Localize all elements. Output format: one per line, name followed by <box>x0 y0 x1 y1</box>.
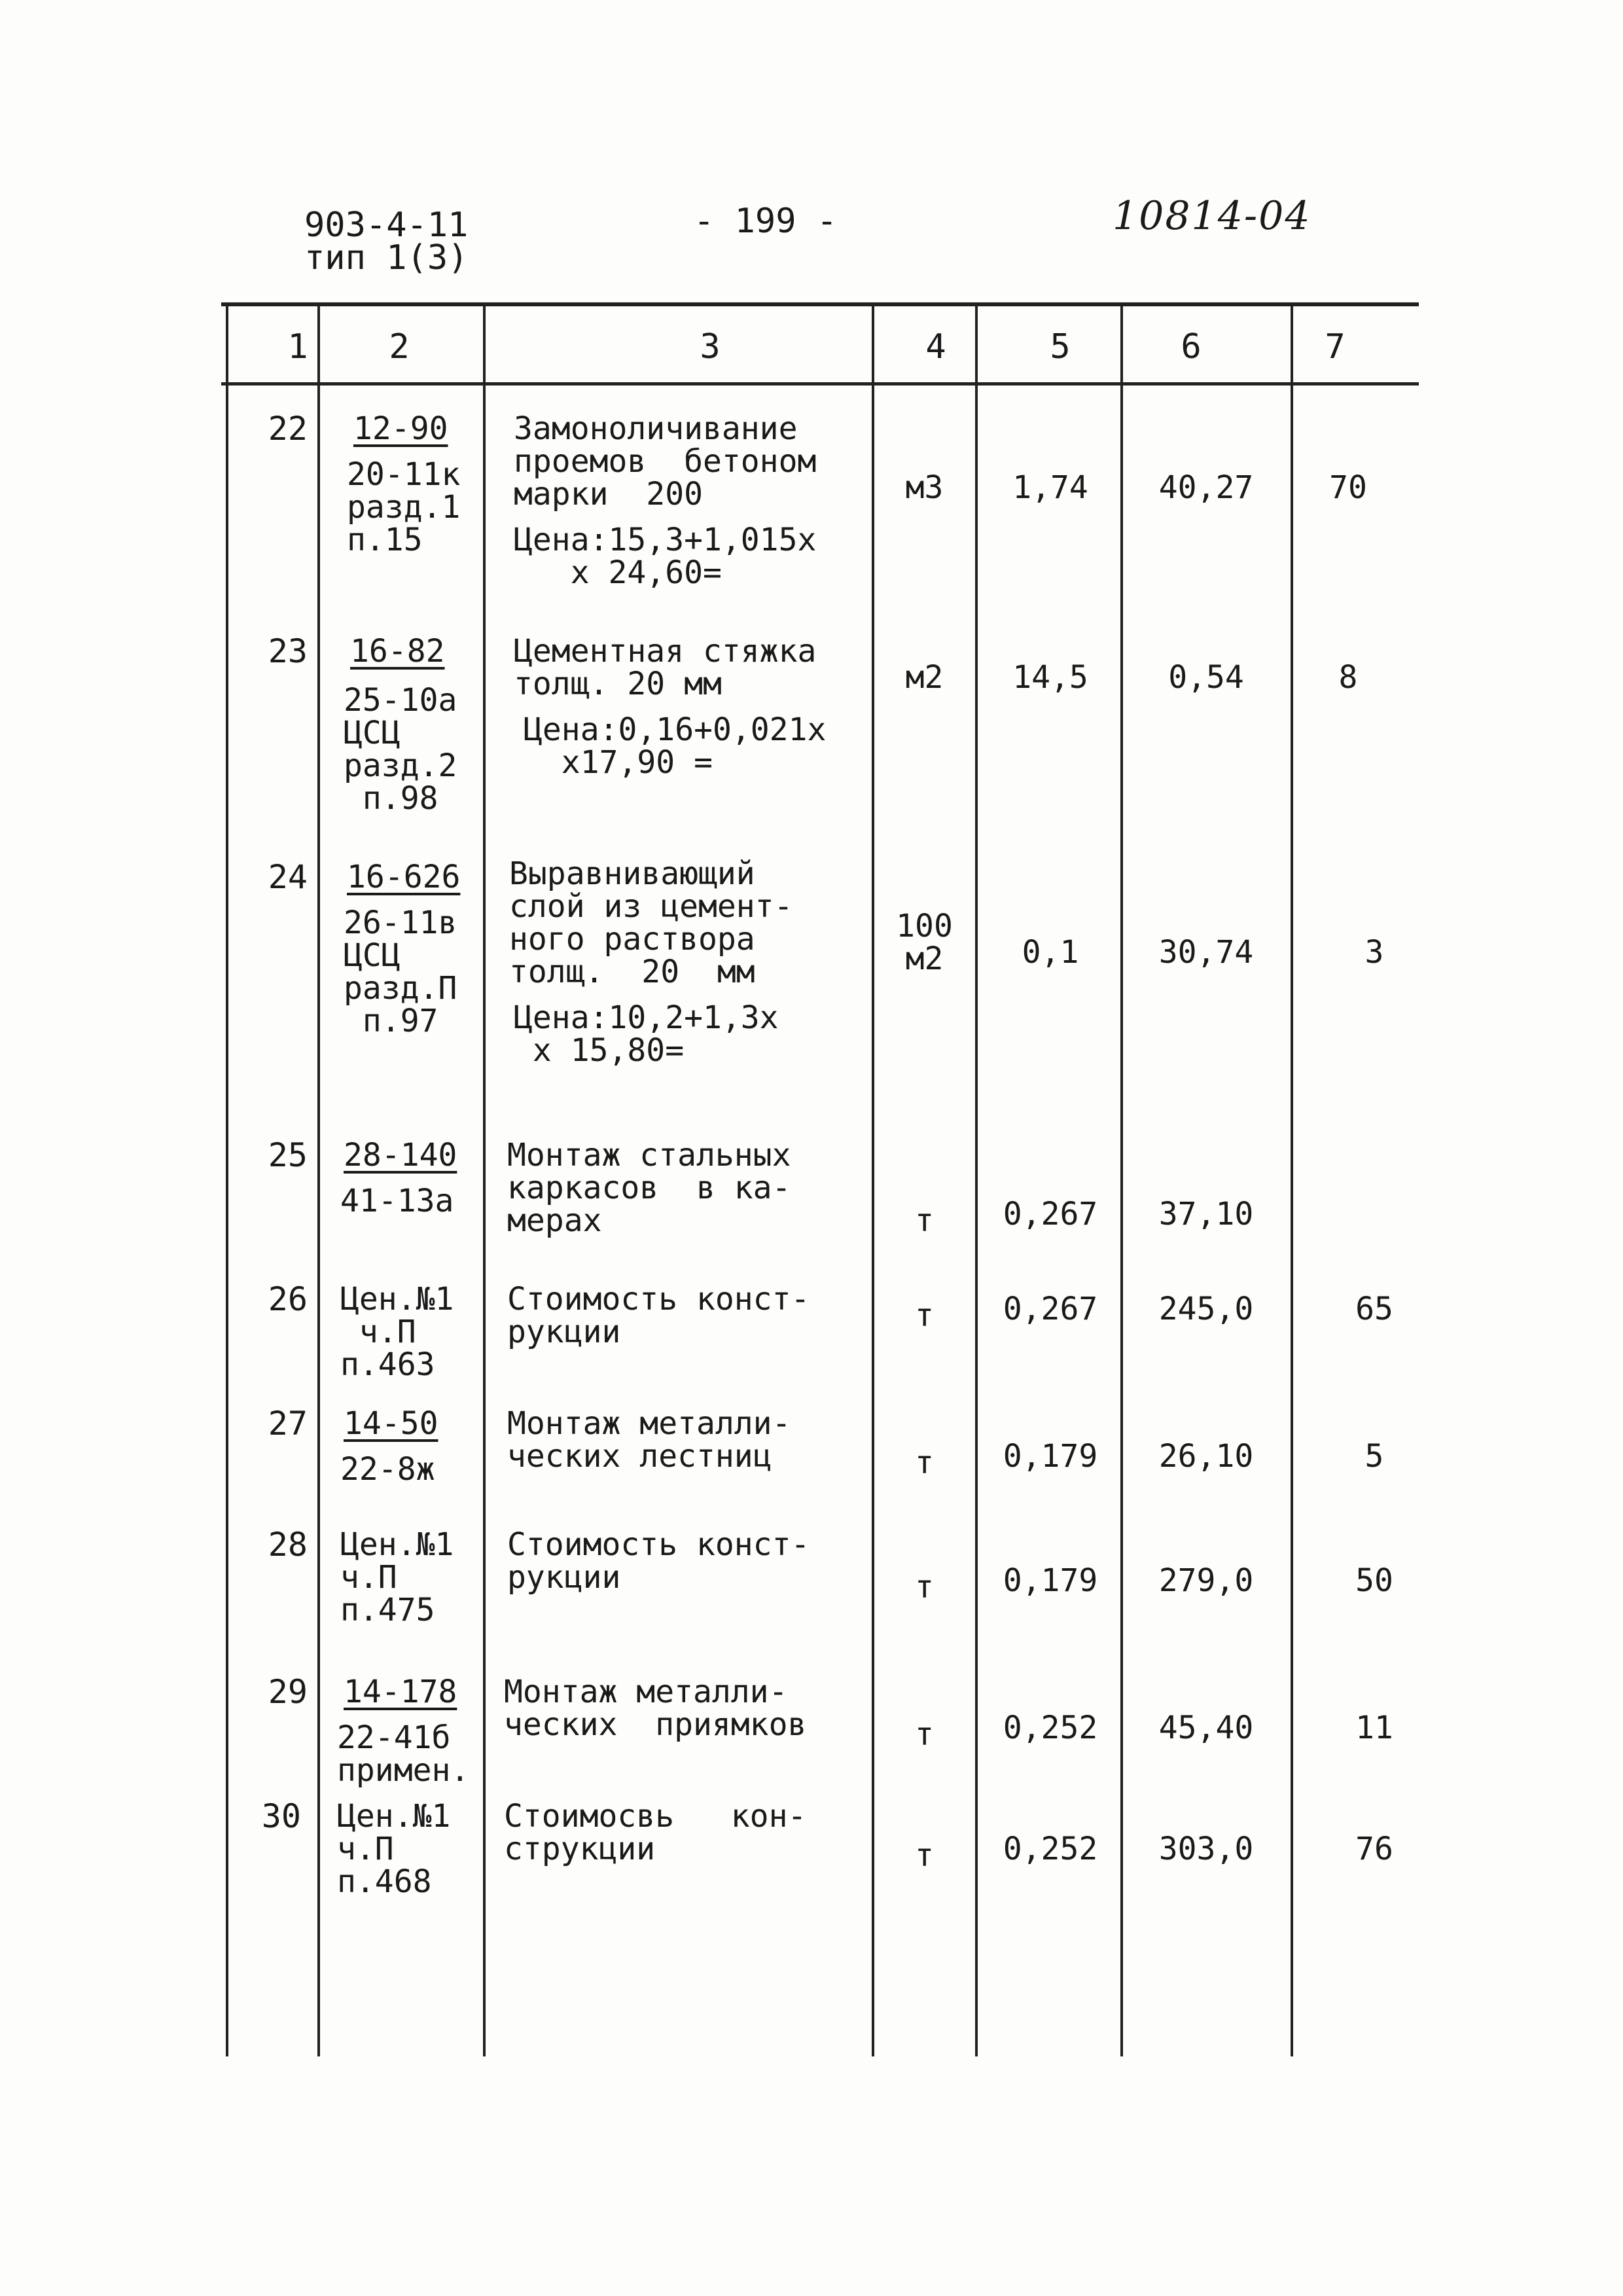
column-divider <box>483 302 486 2056</box>
unit: м2 <box>905 659 944 696</box>
norm-code-top: 16-626 <box>347 859 461 895</box>
norm-code-ref: Цен.№1 ч.П п.475 <box>340 1526 454 1628</box>
unit-price: 30,74 <box>1158 934 1254 971</box>
quantity: 0,252 <box>1003 1710 1098 1746</box>
unit-price: 45,40 <box>1158 1710 1254 1746</box>
norm-code-ref: 26-11в ЦСЦ разд.П п.97 <box>344 905 457 1039</box>
unit: 100 м2 <box>896 908 953 977</box>
total-cost: 3 <box>1364 934 1384 971</box>
work-description: Замоноличивание проемов бетоном марки 200 <box>514 410 817 512</box>
column-divider <box>872 302 874 2056</box>
norm-code-top: 14-178 <box>344 1674 457 1710</box>
total-cost: 50 <box>1355 1562 1393 1599</box>
norm-code-ref: 41-13а <box>340 1183 454 1219</box>
document-type: тип 1(3) <box>304 238 469 278</box>
quantity: 0,252 <box>1003 1831 1098 1867</box>
row-number: 23 <box>268 632 308 670</box>
quantity: 0,179 <box>1003 1438 1098 1475</box>
quantity: 0,267 <box>1003 1196 1098 1232</box>
unit: т <box>915 1444 934 1481</box>
work-description: Цементная стяжка толщ. 20 мм <box>514 633 817 702</box>
column-header-2: 2 <box>389 327 410 367</box>
price-formula: Цена:15,3+1,015х х 24,60= <box>514 522 817 591</box>
quantity: 0,267 <box>1003 1291 1098 1327</box>
work-description: Монтаж металли- ческих приямков <box>504 1674 807 1743</box>
quantity: 14,5 <box>1012 659 1088 696</box>
row-number: 26 <box>268 1280 308 1318</box>
document-code: 903-4-11 <box>304 206 469 245</box>
work-description: Стоимость конст- рукции <box>507 1526 810 1596</box>
total-cost: 70 <box>1329 469 1367 506</box>
norm-code-top: 28-140 <box>344 1137 457 1174</box>
row-number: 25 <box>268 1136 308 1174</box>
column-header-3: 3 <box>700 327 721 367</box>
column-divider <box>1120 302 1123 2056</box>
work-description: Стоимосвь кон- струкции <box>504 1798 807 1867</box>
total-cost: 11 <box>1355 1710 1393 1746</box>
work-description: Монтаж металли- ческих лестниц <box>507 1405 791 1475</box>
handwritten-number: 10814-04 <box>1113 193 1311 239</box>
column-divider <box>317 302 320 2056</box>
total-cost: 65 <box>1355 1291 1393 1327</box>
total-cost: 76 <box>1355 1831 1393 1867</box>
norm-code-ref: Цен.№1 ч.П п.468 <box>337 1798 451 1900</box>
norm-code-top: 14-50 <box>344 1405 438 1442</box>
norm-code-top: 12-90 <box>353 410 448 447</box>
unit-price: 37,10 <box>1158 1196 1254 1232</box>
unit-price: 303,0 <box>1158 1831 1254 1867</box>
unit-price: 0,54 <box>1168 659 1244 696</box>
unit: т <box>915 1837 934 1874</box>
column-header-1: 1 <box>287 327 308 367</box>
total-cost: 5 <box>1364 1438 1384 1475</box>
column-header-4: 4 <box>925 327 946 367</box>
row-number: 28 <box>268 1526 308 1564</box>
unit: т <box>915 1569 934 1605</box>
column-header-6: 6 <box>1181 327 1202 367</box>
work-description: Стоимость конст- рукции <box>507 1281 810 1350</box>
unit: т <box>915 1716 934 1753</box>
row-number: 29 <box>268 1673 308 1711</box>
norm-code-ref: 22-41б примен. <box>337 1719 470 1789</box>
quantity: 0,1 <box>1022 934 1079 971</box>
norm-code-top: 16-82 <box>350 633 445 670</box>
unit-price: 26,10 <box>1158 1438 1254 1475</box>
quantity: 1,74 <box>1012 469 1088 506</box>
work-description: Монтаж стальных каркасов в ка- мерах <box>507 1137 791 1239</box>
column-header-7: 7 <box>1325 327 1346 367</box>
norm-code-ref: 22-8ж <box>340 1451 435 1488</box>
total-cost: 8 <box>1338 659 1358 696</box>
unit: т <box>915 1202 934 1239</box>
table-top-rule <box>221 302 1419 306</box>
page-number: - 199 - <box>694 202 838 241</box>
column-divider <box>1291 302 1293 2056</box>
row-number: 27 <box>268 1405 308 1443</box>
unit-price: 40,27 <box>1158 469 1254 506</box>
price-formula: Цена:10,2+1,3х х 15,80= <box>514 999 779 1069</box>
norm-code-ref: 20-11к разд.1 п.15 <box>347 456 461 558</box>
table-header-rule <box>221 382 1419 386</box>
column-divider <box>975 302 978 2056</box>
unit-price: 279,0 <box>1158 1562 1254 1599</box>
unit-price: 245,0 <box>1158 1291 1254 1327</box>
row-number: 30 <box>261 1797 301 1835</box>
column-divider <box>226 302 228 2056</box>
unit: т <box>915 1297 934 1334</box>
column-header-5: 5 <box>1050 327 1071 367</box>
unit: м3 <box>905 469 944 506</box>
price-formula: Цена:0,16+0,021х х17,90 = <box>524 711 827 781</box>
row-number: 22 <box>268 410 308 448</box>
work-description: Выравнивающий слой из цемент- ного раствора толщ. 20 мм <box>509 855 793 990</box>
row-number: 24 <box>268 858 308 896</box>
norm-code-ref: Цен.№1 ч.П п.463 <box>340 1281 454 1383</box>
quantity: 0,179 <box>1003 1562 1098 1599</box>
norm-code-ref: 25-10а ЦСЦ разд.2 п.98 <box>344 682 457 817</box>
